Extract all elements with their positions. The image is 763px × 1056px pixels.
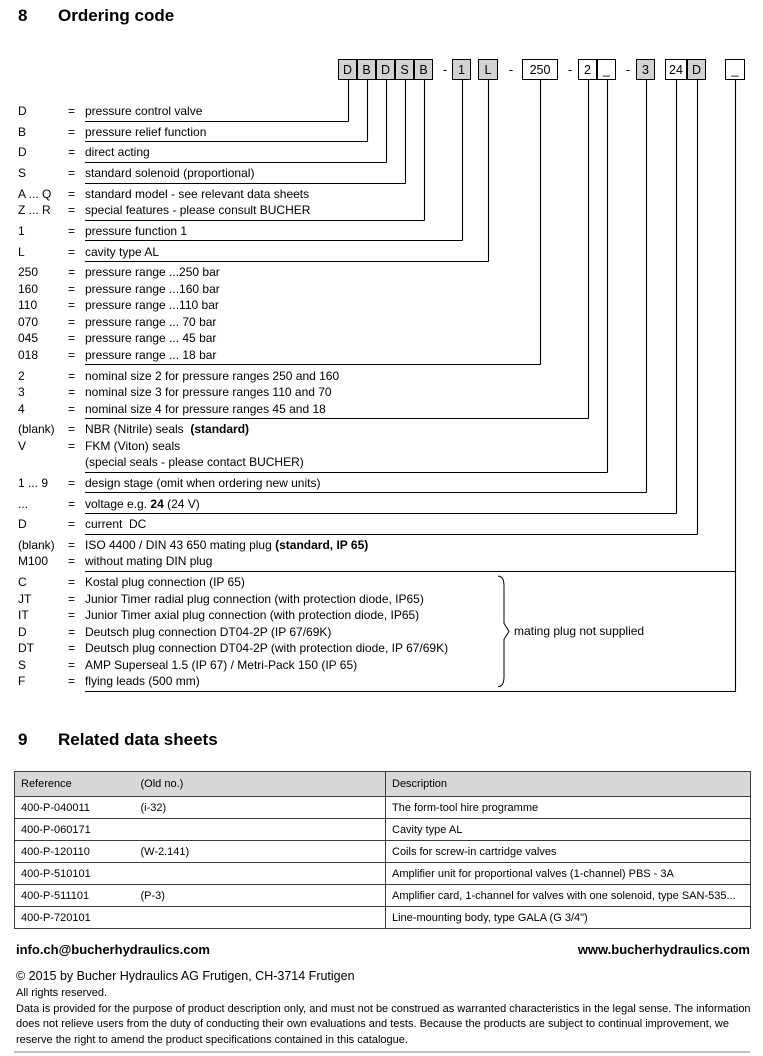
legend-row: [18, 281, 518, 298]
legend-code: S: [18, 166, 27, 181]
section-title: Ordering code: [58, 6, 175, 25]
legend-description: pressure range ...110 bar: [85, 298, 219, 313]
table-cell: Amplifier card, 1-channel for valves with one solenoid, type SAN-535...: [386, 885, 751, 907]
legend-description: Junior Timer radial plug connection (with protection diode, IP65): [85, 591, 424, 606]
legend-row: [18, 144, 518, 161]
legend-description: standard solenoid (proportional): [85, 166, 255, 181]
equals-sign: =: [68, 368, 76, 383]
legend-description: pressure relief function: [85, 124, 207, 139]
equals-sign: =: [68, 281, 76, 296]
legend-code: 4: [18, 401, 25, 416]
code-box: S: [395, 59, 414, 80]
equals-sign: =: [68, 104, 76, 118]
legend-code: Z ... R: [18, 203, 51, 218]
legend-code: D: [18, 104, 27, 118]
legend-row: [18, 516, 518, 533]
ordering-code-boxes: [0, 59, 763, 80]
code-box: 2: [578, 59, 597, 80]
legend-group: [18, 103, 518, 120]
legend-group: [18, 574, 518, 690]
table-cell: 400-P-720101: [15, 907, 135, 929]
code-box: B: [414, 59, 433, 80]
table-cell: [135, 819, 386, 841]
code-box: D: [338, 59, 357, 80]
equals-sign: =: [68, 124, 76, 139]
table-header-row: [15, 772, 751, 797]
section-9-heading: [18, 730, 218, 750]
legend-code: (blank): [18, 422, 55, 437]
legend-code: 045: [18, 331, 39, 346]
equals-sign: =: [68, 422, 76, 437]
legend-row: [18, 640, 518, 657]
legend-group: [18, 223, 518, 240]
contact-email: info.ch@bucherhydraulics.com: [16, 942, 210, 957]
equals-sign: =: [68, 166, 76, 181]
table-cell: 400-P-060171: [15, 819, 135, 841]
equals-sign: =: [68, 496, 76, 511]
legend-description: design stage (omit when ordering new units): [85, 475, 321, 490]
legend-description: Deutsch plug connection DT04-2P (IP 67/69K): [85, 624, 332, 639]
code-separator: -: [508, 62, 514, 77]
equals-sign: =: [68, 438, 76, 453]
column-header: Reference: [15, 772, 135, 797]
legend-description: AMP Superseal 1.5 (IP 67) / Metri-Pack 150 (IP 65): [85, 657, 358, 672]
equals-sign: =: [68, 265, 76, 280]
code-box: D: [687, 59, 706, 80]
equals-sign: =: [68, 401, 76, 416]
legend-code: L: [18, 244, 25, 259]
legend-row: [18, 591, 518, 608]
legend-description: current DC: [85, 517, 147, 532]
disclaimer-text: Data is provided for the purpose of product description only, and must not be construed as warranted characteristics in the legal sense. The information does not relieve users from the duty of conducting their own evaluations and tests. Because the products are subject to continual improvement, we reserve the right to amend the product specifications contained in this catalogue.: [16, 1003, 751, 1046]
legend-description: without mating DIN plug: [85, 554, 213, 569]
table-cell: The form-tool hire programme: [386, 797, 751, 819]
code-box: _: [597, 59, 616, 80]
legend-group: [18, 165, 518, 182]
code-box: _: [725, 59, 745, 80]
equals-sign: =: [68, 657, 76, 672]
section-8-heading: [18, 6, 174, 26]
legend-code: 110: [18, 298, 38, 313]
table-row: [15, 819, 751, 841]
rights-line: All rights reserved.: [16, 987, 108, 999]
table-body: [15, 797, 751, 929]
legend-description: pressure range ... 70 bar: [85, 314, 217, 329]
table-cell: 400-P-511101: [15, 885, 135, 907]
equals-sign: =: [68, 223, 76, 238]
legend-group: [18, 475, 518, 492]
equals-sign: =: [68, 537, 76, 552]
legend-code: 2: [18, 368, 25, 383]
legend-group: [18, 368, 518, 418]
equals-sign: =: [68, 331, 76, 346]
legend-code: 018: [18, 347, 39, 362]
ordering-code-legend: [18, 103, 518, 694]
code-separator: -: [567, 62, 573, 77]
legend-code: A ... Q: [18, 186, 52, 201]
table-cell: (i-32): [135, 797, 386, 819]
legend-row: [18, 297, 518, 314]
legend-row: [18, 574, 518, 591]
legend-group: [18, 496, 518, 513]
code-box: 3: [636, 59, 655, 80]
section-title: Related data sheets: [58, 730, 218, 749]
table-cell: [135, 907, 386, 929]
legend-description: Kostal plug connection (IP 65): [85, 575, 245, 590]
legend-row: [18, 496, 518, 513]
legend-row: [18, 553, 518, 570]
legend-row: [18, 223, 518, 240]
table-row: [15, 907, 751, 929]
legend-description: standard model - see relevant data sheets: [85, 186, 310, 201]
equals-sign: =: [68, 385, 76, 399]
legend-row: [18, 165, 518, 182]
legend-row: [18, 368, 518, 385]
legend-code: 1 ... 9: [18, 475, 49, 490]
legend-code: B: [18, 124, 27, 139]
equals-sign: =: [68, 314, 76, 329]
table-cell: Coils for screw-in cartridge valves: [386, 841, 751, 863]
legend-code: 160: [18, 281, 39, 296]
equals-sign: =: [68, 608, 76, 623]
legend-description: NBR (Nitrile) seals (standard): [85, 422, 250, 437]
table-cell: Cavity type AL: [386, 819, 751, 841]
equals-sign: =: [68, 203, 76, 218]
equals-sign: =: [68, 624, 76, 639]
equals-sign: =: [68, 244, 76, 259]
legend-row: [18, 438, 518, 455]
legend-group: [18, 144, 518, 161]
legend-row: [18, 244, 518, 261]
legend-description: pressure range ...160 bar: [85, 281, 220, 296]
legend-group: [18, 124, 518, 141]
legend-row: [18, 537, 518, 554]
equals-sign: =: [68, 575, 76, 590]
equals-sign: =: [68, 517, 76, 532]
legend-description: nominal size 3 for pressure ranges 110 and 70: [85, 385, 332, 399]
legend-row: [18, 475, 518, 492]
legend-description: Deutsch plug connection DT04-2P (with protection diode, IP 67/69K): [85, 641, 449, 656]
legend-code: 3: [18, 385, 25, 399]
legend-row: [18, 624, 518, 641]
code-box: 24: [665, 59, 687, 80]
table-cell: [135, 863, 386, 885]
legend-row: [18, 330, 518, 347]
legend-group: [18, 264, 518, 363]
legend-group: [18, 244, 518, 261]
code-separator: -: [625, 62, 631, 77]
legend-row: [18, 264, 518, 281]
equals-sign: =: [68, 145, 76, 160]
equals-sign: =: [68, 674, 76, 689]
table-row: [15, 797, 751, 819]
section-number: 8: [18, 6, 28, 25]
equals-sign: =: [68, 641, 76, 656]
table-row: [15, 885, 751, 907]
legend-description: ISO 4400 / DIN 43 650 mating plug (standard, IP 65): [85, 537, 369, 552]
legend-code: IT: [18, 608, 29, 623]
legend-code: D: [18, 517, 27, 532]
legend-description: pressure range ... 45 bar: [85, 331, 217, 346]
legend-description: nominal size 2 for pressure ranges 250 and 160: [85, 368, 340, 383]
related-data-sheets-table: [14, 771, 751, 929]
code-box: 1: [452, 59, 471, 80]
legend-row: [18, 384, 518, 401]
legend-code: ...: [18, 496, 29, 511]
code-box: D: [376, 59, 395, 80]
equals-sign: =: [68, 298, 76, 313]
legend-row: [18, 454, 518, 471]
legend-row: [18, 314, 518, 331]
code-separator: -: [442, 62, 448, 77]
table-row: [15, 841, 751, 863]
legend-row: [18, 202, 518, 219]
legend-row: [18, 673, 518, 690]
column-header: (Old no.): [135, 772, 386, 797]
legend-description: cavity type AL: [85, 244, 160, 259]
legend-description: special features - please consult BUCHER: [85, 203, 311, 218]
legend-code: [18, 454, 68, 471]
table-cell: 400-P-040011: [15, 797, 135, 819]
legend-code: F: [18, 674, 26, 689]
legend-row: [18, 421, 518, 438]
equals-sign: =: [68, 475, 76, 490]
legend-row: [18, 186, 518, 203]
legend-row: [18, 124, 518, 141]
table-cell: 400-P-120110: [15, 841, 135, 863]
legend-description: Junior Timer axial plug connection (with protection diode, IP65): [85, 608, 420, 623]
table-header: [15, 772, 751, 797]
mating-plug-note: mating plug not supplied: [514, 624, 645, 639]
legend-group: [18, 516, 518, 533]
legend-code: V: [18, 438, 27, 453]
table-cell: (P-3): [135, 885, 386, 907]
legend-description: direct acting: [85, 145, 150, 160]
legend-description: FKM (Viton) seals: [85, 438, 181, 453]
page-bottom-rule: [14, 1051, 750, 1053]
legend-code: M100: [18, 554, 49, 569]
equals-sign: =: [68, 554, 76, 569]
equals-sign: =: [68, 186, 76, 201]
equals-sign: =: [68, 347, 76, 362]
legend-code: 1: [18, 223, 25, 238]
legend-code: JT: [18, 591, 32, 606]
legend-code: (blank): [18, 537, 55, 552]
copyright-line: © 2015 by Bucher Hydraulics AG Frutigen, CH-3714 Frutigen: [16, 969, 355, 983]
legend-row: [18, 347, 518, 364]
legend-description: pressure range ...250 bar: [85, 265, 220, 280]
legend-code: S: [18, 657, 27, 672]
legend-group: [18, 537, 518, 570]
legend-code: 250: [18, 265, 39, 280]
legend-code: C: [18, 575, 27, 590]
legend-code: DT: [18, 641, 34, 656]
legend-code: D: [18, 624, 27, 639]
table-cell: 400-P-510101: [15, 863, 135, 885]
legend-row: [18, 103, 518, 120]
section-number: 9: [18, 730, 28, 749]
equals-sign: =: [68, 591, 76, 606]
table-cell: Line-mounting body, type GALA (G 3/4"): [386, 907, 751, 929]
code-box: B: [357, 59, 376, 80]
table-row: [15, 863, 751, 885]
website-url: www.bucherhydraulics.com: [577, 942, 750, 957]
legend-description: voltage e.g. 24 (24 V): [85, 496, 200, 511]
table-cell: Amplifier unit for proportional valves (1-channel) PBS - 3A: [386, 863, 751, 885]
legend-description: pressure control valve: [85, 104, 203, 118]
legend-description: pressure function 1: [85, 223, 188, 238]
legend-row: [18, 657, 518, 674]
code-box: L: [478, 59, 498, 80]
legend-row: [18, 607, 518, 624]
legend-code: 070: [18, 314, 39, 329]
legend-row: [18, 401, 518, 418]
code-box: 250: [522, 59, 558, 80]
legend-description: flying leads (500 mm): [85, 674, 200, 689]
legend-group: [18, 186, 518, 219]
legend-code: D: [18, 145, 27, 160]
legend-description: pressure range ... 18 bar: [85, 347, 217, 362]
legend-description: (special seals - please contact BUCHER): [85, 455, 304, 470]
legend-description: nominal size 4 for pressure ranges 45 and 18: [85, 401, 326, 416]
equals-sign: [68, 454, 85, 471]
legend-group: [18, 421, 518, 471]
table-cell: (W-2.141): [135, 841, 386, 863]
column-header: Description: [386, 772, 751, 797]
